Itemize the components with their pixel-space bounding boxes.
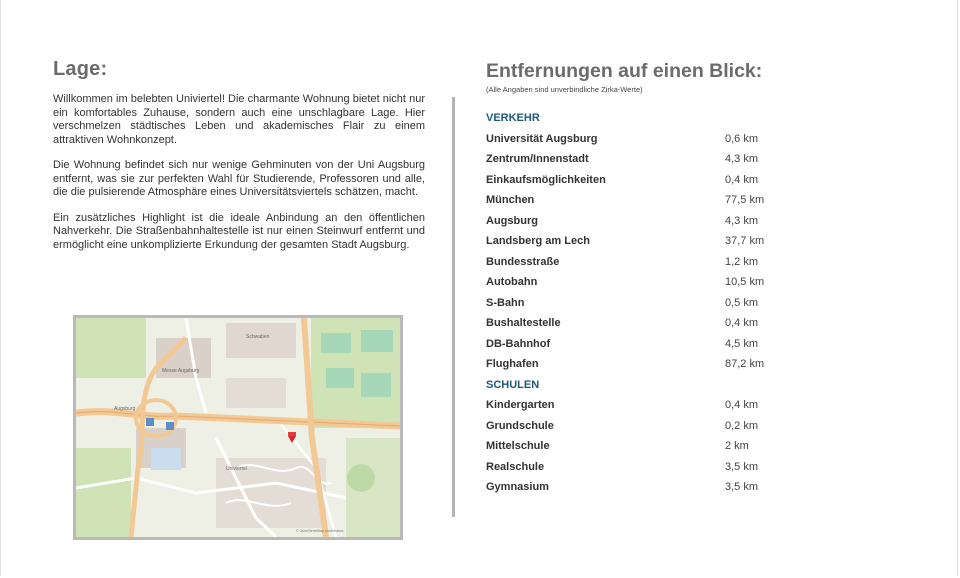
schulen-heading: SCHULEN bbox=[486, 378, 540, 391]
distance-row bbox=[486, 436, 806, 457]
svg-text:Univiertel: Univiertel bbox=[226, 466, 247, 472]
verkehr-heading: VERKEHR bbox=[486, 112, 540, 124]
map-graphic bbox=[76, 318, 400, 537]
distance-value: 0,4 km bbox=[725, 317, 759, 329]
distance-name: Bushaltestelle bbox=[486, 317, 561, 329]
distance-row bbox=[486, 190, 806, 211]
distance-value: 0,4 km bbox=[725, 173, 759, 186]
svg-text:Messe Augsburg: Messe Augsburg bbox=[162, 368, 200, 374]
distance-row bbox=[486, 416, 806, 437]
distance-name: Mittelschule bbox=[486, 440, 550, 452]
distance-value: 87,2 km bbox=[725, 358, 765, 370]
schulen-list bbox=[486, 395, 806, 498]
distance-name: Flughafen bbox=[486, 358, 539, 370]
distance-value: 37,7 km bbox=[725, 235, 765, 247]
distance-value: 77,5 km bbox=[725, 194, 765, 206]
distance-name: München bbox=[486, 194, 535, 206]
distance-name: Grundschule bbox=[486, 419, 554, 432]
distance-value: 4,3 km bbox=[725, 153, 759, 165]
distance-row bbox=[486, 211, 806, 232]
distance-row bbox=[486, 477, 806, 498]
distance-value: 2 km bbox=[725, 440, 749, 452]
distance-value: 3,5 km bbox=[725, 460, 759, 473]
svg-text:Augsburg: Augsburg bbox=[114, 406, 136, 412]
entfernungen-note: (Alle Angaben sind unverbindliche Zirka-Werte) bbox=[486, 85, 643, 94]
distance-name: Gymnasium bbox=[486, 481, 549, 493]
distance-row bbox=[486, 170, 806, 191]
distance-name: Autobahn bbox=[486, 276, 538, 288]
distance-value: 0,5 km bbox=[725, 296, 759, 309]
lage-section bbox=[53, 58, 425, 264]
distance-value: 4,5 km bbox=[725, 337, 759, 350]
distance-row bbox=[486, 313, 806, 334]
distance-name: Realschule bbox=[486, 460, 545, 473]
entfernungen-section bbox=[486, 60, 806, 498]
lage-paragraph-3: Ein zusätzliches Highlight ist die ideale Anbindung an den öffentlichen Nahverkehr. Die Straßenbahnhaltestelle ist nur einen Steinwurf entfernt und ermöglicht eine unkomplizierte Erkundung der gesamten Stadt Augsburg. bbox=[53, 211, 425, 251]
distance-name: Augsburg bbox=[486, 214, 538, 227]
distance-name: Landsberg am Lech bbox=[486, 235, 590, 247]
distance-name: Zentrum/Innenstadt bbox=[486, 153, 589, 165]
distance-value: 4,3 km bbox=[725, 214, 759, 227]
location-map bbox=[73, 315, 403, 540]
distance-name: Kindergarten bbox=[486, 399, 555, 411]
lage-title: Lage: bbox=[53, 58, 108, 80]
column-divider bbox=[452, 97, 455, 517]
distance-row bbox=[486, 457, 806, 478]
distance-name: S-Bahn bbox=[486, 296, 525, 309]
distance-row bbox=[486, 395, 806, 416]
distance-value: 0,4 km bbox=[725, 399, 759, 411]
verkehr-list bbox=[486, 129, 806, 375]
distance-name: DB-Bahnhof bbox=[486, 337, 551, 350]
distance-row bbox=[486, 129, 806, 150]
svg-text:Schwaben: Schwaben bbox=[246, 334, 270, 340]
lage-paragraph-2: Die Wohnung befindet sich nur wenige Gehminuten von der Uni Augsburg entfernt, was sie zur perfekten Wahl für Studierende, Professoren und alle, die die pulsierende Atmosphäre eines Universitätsviertels schätzen, macht. bbox=[53, 159, 425, 198]
distance-row bbox=[486, 231, 806, 252]
svg-text:© OpenStreetMap contributors: © OpenStreetMap contributors bbox=[296, 529, 344, 533]
distance-name: Bundesstraße bbox=[486, 255, 560, 268]
distance-value: 0,2 km bbox=[725, 419, 759, 432]
distance-row bbox=[486, 272, 806, 293]
distance-row bbox=[486, 354, 806, 375]
distance-value: 10,5 km bbox=[725, 276, 765, 288]
distance-row bbox=[486, 252, 806, 273]
distance-name: Universität Augsburg bbox=[486, 132, 598, 145]
distance-value: 1,2 km bbox=[725, 255, 759, 268]
distance-row bbox=[486, 334, 806, 355]
distance-row bbox=[486, 149, 806, 170]
lage-paragraph-1: Willkommen im belebten Univiertel! Die charmante Wohnung bietet nicht nur ein komfortables Zuhause, sondern auch eine unschlagbare Lage. Hier verschmelzen städtisches Leben und akademisches Flair zu einem attraktiven Wohnkonzept. bbox=[53, 93, 425, 146]
distance-value: 0,6 km bbox=[725, 132, 759, 145]
distance-name: Einkaufsmöglichkeiten bbox=[486, 173, 606, 186]
entfernungen-title: Entfernungen auf einen Blick: bbox=[486, 60, 763, 82]
distance-value: 3,5 km bbox=[725, 481, 759, 493]
distance-row bbox=[486, 293, 806, 314]
